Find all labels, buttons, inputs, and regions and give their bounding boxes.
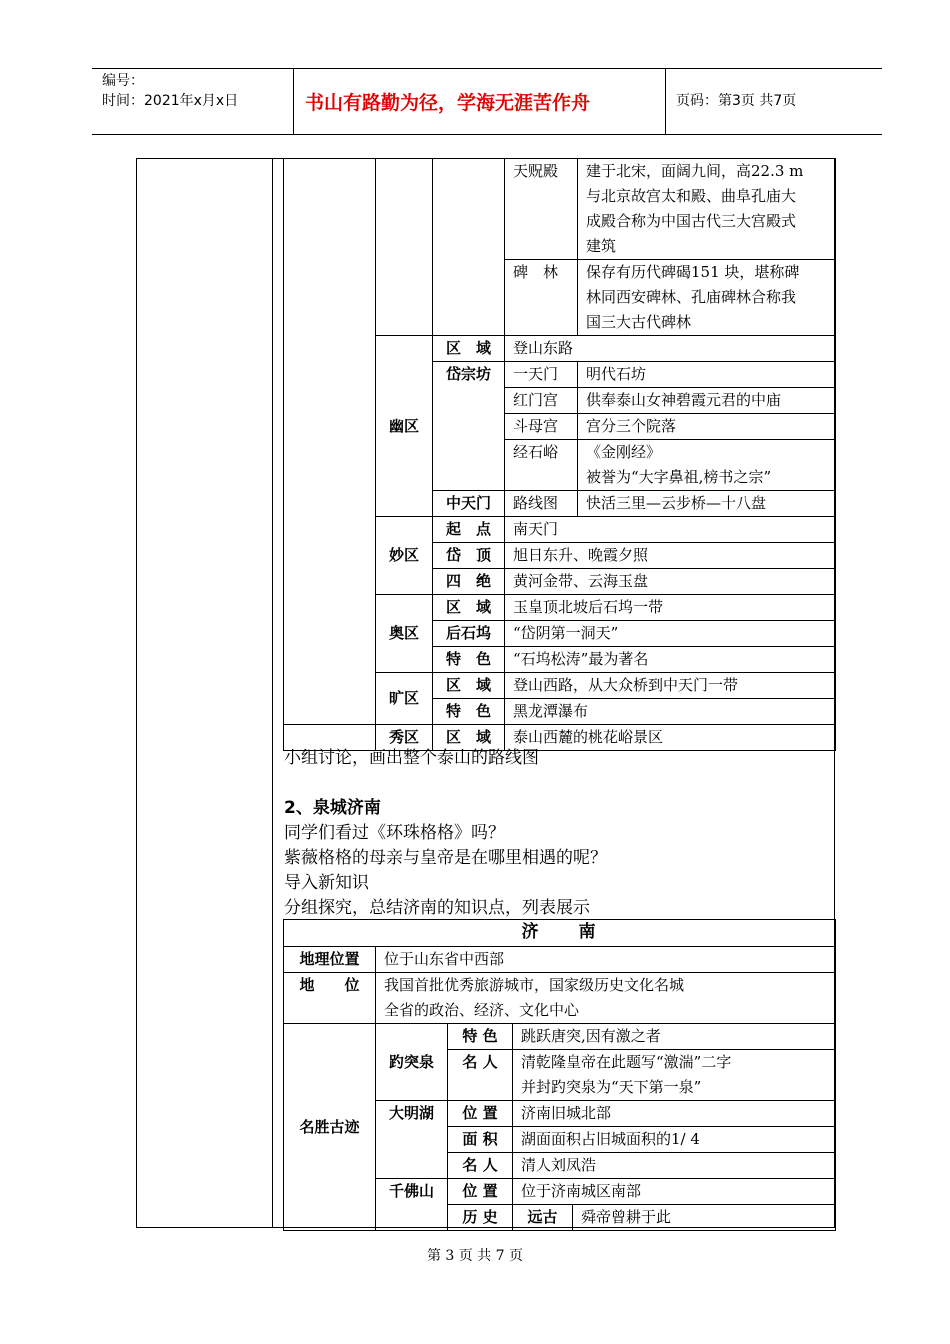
label-qfs-ancient: 远古 [513,1205,573,1231]
value-baotu-feature: 跳跃唐突,因有激之者 [513,1024,836,1050]
section-title: 2、泉城济南 [284,798,381,818]
table-row [284,1024,836,1050]
outer-col-divider [272,158,273,1228]
value-baotu-person: 清乾隆皇帝在此题写“激湍”二字 并封趵突泉为“天下第一泉” [513,1050,836,1101]
label-dmh-pos: 位 置 [448,1101,513,1127]
label-sights: 名胜古迹 [284,1024,376,1231]
cell-doumugong: 斗母宫 [505,414,578,440]
cell-yitianmen-desc: 明代石坊 [578,362,836,388]
value-houshiwu: “岱阴第一洞天” [505,621,836,647]
value-sijue: 黄河金带、云海玉盘 [505,569,836,595]
cell-tiankuangdian-desc: 建于北宋，面阔九间，高22.3 m 与北京故宫太和殿、曲阜孔庙大 成殿合称为中国古代三大宫殿式 建筑 [578,159,836,260]
table-row [284,973,836,1024]
cell-hongmengong-desc: 供奉泰山女神碧霞元君的中庙 [578,388,836,414]
label-qfs-history: 历 史 [448,1205,513,1231]
label-zhongtianmen: 中天门 [433,491,505,517]
value-geo: 位于山东省中西部 [376,947,836,973]
value-qfs-pos: 位于济南城区南部 [513,1179,836,1205]
label-qidian: 起 点 [433,517,505,543]
zone-xiu: 秀区 [376,725,433,751]
value-region: 登山东路 [505,336,836,362]
value-dmh-area: 湖面面积占旧城面积的1/ 4 [513,1127,836,1153]
time-label: 时间：2021年x月x日 [102,93,239,109]
serial-label: 编号： [102,73,144,89]
value-ao-region: 玉皇顶北坡后石坞一带 [505,595,836,621]
value-kuang-feature: 黑龙潭瀑布 [505,699,836,725]
zone-miao: 妙区 [376,517,433,595]
value-kuang-region: 登山西路，从大众桥到中天门一带 [505,673,836,699]
cell-tiankuangdian: 天贶殿 [505,159,578,260]
value-dmh-pos: 济南旧城北部 [513,1101,836,1127]
label-daizongfang: 岱宗坊 [433,362,505,491]
jinan-table [283,919,836,1231]
label-xiu-region: 区 域 [433,725,505,751]
label-daiding: 岱 顶 [433,543,505,569]
jinan-title: 济 南 [284,920,836,947]
value-dmh-person: 清人刘凤浩 [513,1153,836,1179]
value-ao-feature: “石坞松涛”最为著名 [505,647,836,673]
label-baotu: 趵突泉 [376,1024,448,1101]
body-line-4: 分组探究，总结济南的知识点，列表展示 [284,898,590,918]
cell-yitianmen: 一天门 [505,362,578,388]
header-divider-1 [293,68,294,135]
value-status: 我国首批优秀旅游城市，国家级历史文化名城 全省的政治、经济、文化中心 [376,973,836,1024]
label-geo: 地理位置 [284,947,376,973]
label-kuang-region: 区 域 [433,673,505,699]
cell-hongmengong: 红门宫 [505,388,578,414]
label-qfs-pos: 位 置 [448,1179,513,1205]
value-xiu-region: 泰山西麓的桃花峪景区 [505,725,836,751]
cell-beilin-desc: 保存有历代碑碣151 块，堪称碑 林同西安碑林、孔庙碑林合称我 国三大古代碑林 [578,260,836,336]
label-status: 地 位 [284,973,376,1024]
label-region: 区 域 [433,336,505,362]
body-line-3: 导入新知识 [284,873,369,893]
cell-route-label: 路线图 [505,491,578,517]
table-row [284,920,836,947]
value-qidian: 南天门 [505,517,836,543]
label-kuang-feature: 特 色 [433,699,505,725]
page-label: 页码：第3页 共7页 [676,93,797,109]
taishan-blank-col [284,159,376,725]
body-line-1: 同学们看过《环珠格格》吗？ [284,823,505,843]
header-bottom-rule [92,134,882,135]
value-qfs-history: 舜帝曾耕于此 [573,1205,836,1231]
cell-jingshiyu-desc: 《金刚经》 被誉为“大字鼻祖,榜书之宗” [578,440,836,491]
label-houshiwu: 后石坞 [433,621,505,647]
label-ao-region: 区 域 [433,595,505,621]
motto: 书山有路勤为径，学海无涯苦作舟 [305,92,591,114]
cell-route-value: 快活三里—云步桥—十八盘 [578,491,836,517]
zone-ao: 奥区 [376,595,433,673]
label-dmh-person: 名 人 [448,1153,513,1179]
discussion-text: 小组讨论，画出整个泰山的路线图 [284,748,539,768]
label-dmh-area: 面 积 [448,1127,513,1153]
label-ao-feature: 特 色 [433,647,505,673]
outer-left-border [136,158,137,1228]
label-baotu-person: 名 人 [448,1050,513,1101]
table-row [284,947,836,973]
cell-jingshiyu: 经石峪 [505,440,578,491]
taishan-table [283,158,836,751]
cell-doumugong-desc: 宫分三个院落 [578,414,836,440]
value-daiding: 旭日东升、晚霞夕照 [505,543,836,569]
cell-beilin: 碑 林 [505,260,578,336]
label-daminghu: 大明湖 [376,1101,448,1179]
label-sijue: 四 绝 [433,569,505,595]
header-top-rule [92,68,882,69]
label-qianfoshan: 千佛山 [376,1179,448,1231]
label-baotu-feature: 特 色 [448,1024,513,1050]
zone-kuang: 旷区 [376,673,433,725]
footer-page-number: 第 3 页 共 7 页 [426,1248,524,1264]
header-divider-2 [665,68,666,135]
body-line-2: 紫薇格格的母亲与皇帝是在哪里相遇的呢？ [284,848,607,868]
zone-you: 幽区 [376,336,433,517]
table-row [284,159,836,260]
